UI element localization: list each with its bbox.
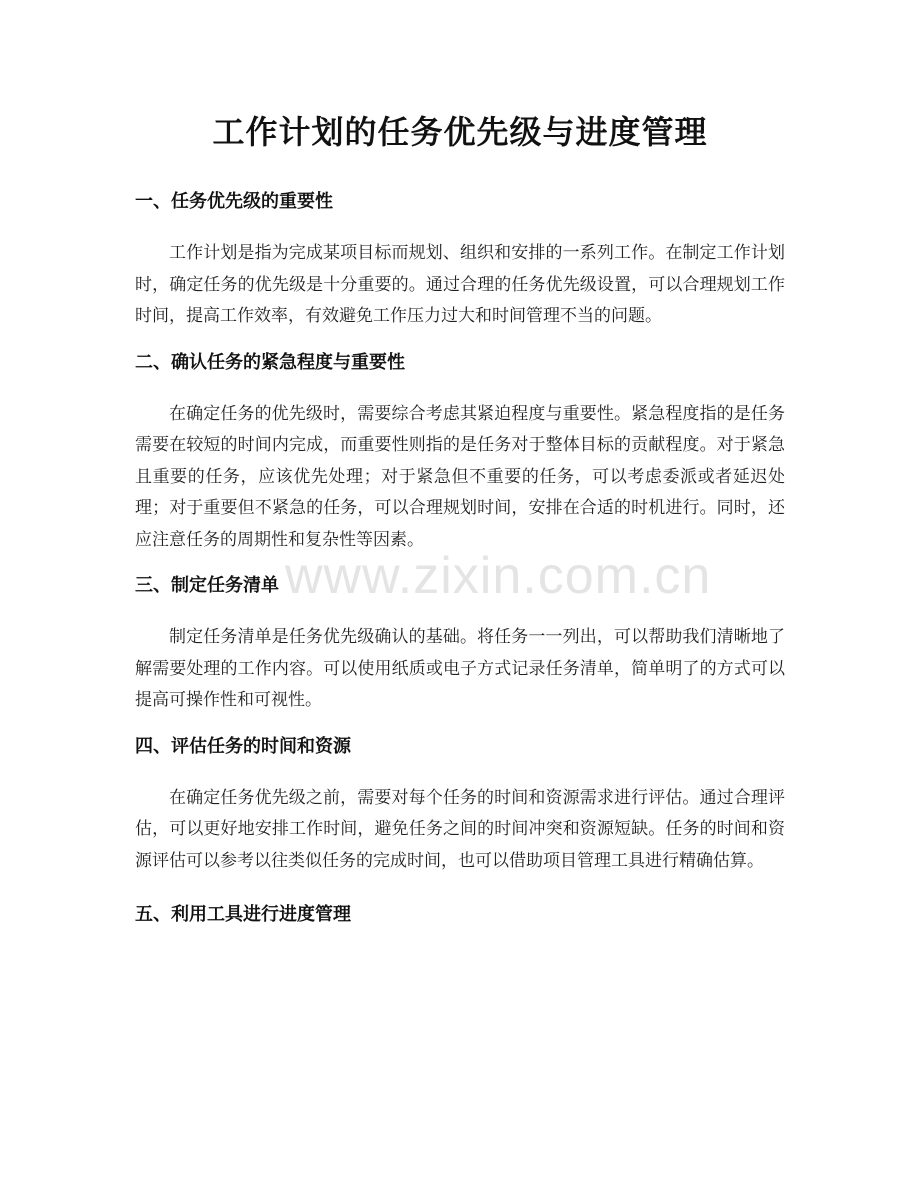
section-heading-5: 五、利用工具进行进度管理: [135, 904, 351, 925]
section-heading-2: 二、确认任务的紧急程度与重要性: [135, 351, 405, 373]
section-heading-3: 三、制定任务清单: [135, 575, 279, 596]
section-paragraph-3: 制定任务清单是任务优先级确认的基础。将任务一一列出，可以帮助我们清晰地了解需要处理的工作内容。可以使用纸质或电子方式记录任务清单，简单明了的方式可以提高可操作性和可视性。: [135, 627, 785, 710]
section-heading-4: 四、评估任务的时间和资源: [135, 735, 351, 757]
section-paragraph-2: 在确定任务的优先级时，需要综合考虑其紧迫程度与重要性。紧急程度指的是任务需要在较短的时间内完成，而重要性则指的是任务对于整体目标的贡献程度。对于紧急且重要的任务，应该优先处理；对于紧急但不重要的任务，可以考虑委派或者延迟处理；对于重要但不紧急的任务，可以合理规划时间，安排在合适的时机进行。同时，还应注意任务的周期性和复杂性等因素。: [135, 403, 785, 550]
section-paragraph-4: 在确定任务优先级之前，需要对每个任务的时间和资源需求进行评估。通过合理评估，可以更好地安排工作时间，避免任务之间的时间冲突和资源短缺。任务的时间和资源评估可以参考以往类似任务的完成时间，也可以借助项目管理工具进行精确估算。: [135, 787, 785, 871]
page-title: 工作计划的任务优先级与进度管理: [212, 113, 708, 151]
section-heading-1: 一、任务优先级的重要性: [135, 191, 333, 212]
watermark: www.zixin.com.cn: [285, 547, 712, 605]
document-body: [135, 186, 785, 931]
section-paragraph-1: 工作计划是指为完成某项目标而规划、组织和安排的一系列工作。在制定工作计划时，确定任务的优先级是十分重要的。通过合理的任务优先级设置，可以合理规划工作时间，提高工作效率，有效避免工作压力过大和时间管理不当的问题。: [135, 243, 785, 326]
